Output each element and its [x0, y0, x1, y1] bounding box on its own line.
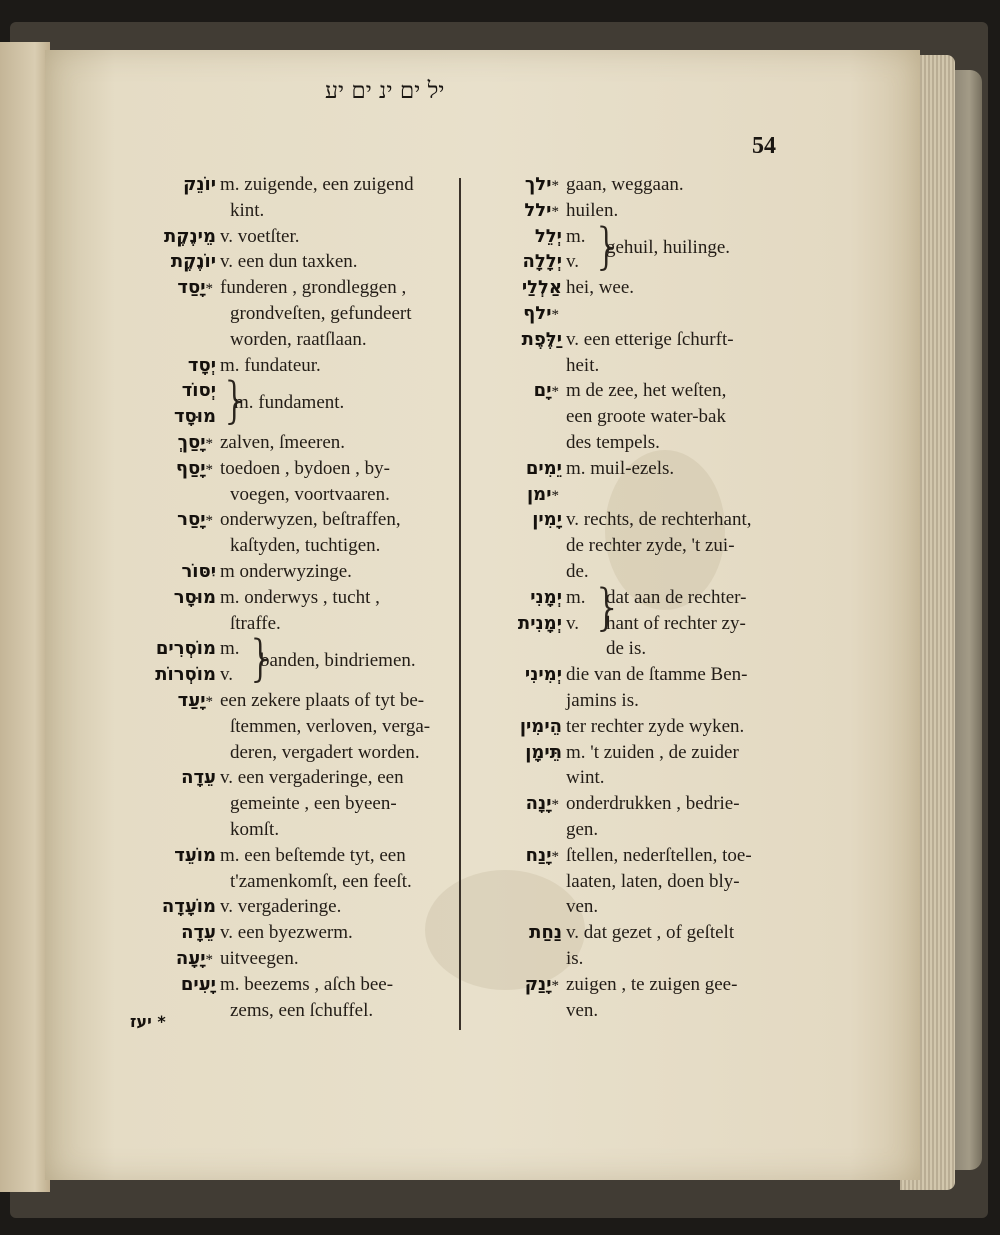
- dictionary-entry: [128, 507, 450, 559]
- dictionary-entry: [128, 843, 450, 895]
- dictionary-entry: [128, 275, 450, 352]
- headword-text: עֵדָה: [181, 767, 216, 789]
- entry-gloss: voegen, voortvaaren.: [230, 483, 390, 505]
- entry-line: [128, 198, 450, 224]
- entry-line: [498, 920, 780, 946]
- entry-gloss: gehuil, huilinge.: [606, 237, 731, 259]
- dictionary-entry: [498, 456, 780, 482]
- headword-text: יָעָה: [175, 947, 206, 969]
- entry-line: [128, 817, 450, 843]
- entry-line: [128, 533, 450, 559]
- entry-gloss: ven.: [566, 999, 599, 1021]
- entry-line: [498, 843, 780, 869]
- hebrew-headword: [498, 843, 562, 871]
- dictionary-entry: [498, 507, 780, 584]
- entry-line: [498, 378, 780, 404]
- entry-line: [498, 404, 780, 430]
- headword-text: יָעִים: [180, 973, 216, 995]
- gender-mark: v.: [566, 251, 580, 273]
- bracketed-entry: [128, 371, 450, 430]
- entry-gloss: banden, bindriemen.: [260, 650, 416, 672]
- dictionary-entry: [498, 843, 780, 920]
- dictionary-entry: [128, 249, 450, 275]
- entry-gloss: uitveegen.: [220, 947, 299, 969]
- entry-gloss: die van de ſtamme Ben-: [566, 664, 748, 686]
- hebrew-headword: יְסוֹד: [181, 380, 216, 402]
- hebrew-headword: [128, 224, 216, 250]
- entry-line: [128, 275, 450, 301]
- entry-line: [498, 765, 780, 791]
- headword-text: יַלֶּפֶת: [521, 328, 562, 350]
- hebrew-headword: [128, 559, 216, 585]
- gender-mark: m.: [566, 586, 586, 608]
- dictionary-entry: [128, 172, 450, 224]
- headword-text: הֵימִין: [519, 715, 562, 737]
- asterisk-mark: *: [205, 281, 213, 298]
- gender-mark: m.: [566, 225, 586, 247]
- entry-gloss: wint.: [566, 767, 605, 789]
- headword-text: ימן: [526, 483, 552, 505]
- entry-gloss: jamins is.: [566, 689, 639, 711]
- headword-text: מוּסָר: [173, 586, 216, 608]
- entry-line: [128, 172, 450, 198]
- entry-gloss: v. vergaderinge.: [220, 896, 342, 918]
- headword-text: יָנַח: [525, 844, 552, 866]
- entry-line: [498, 172, 780, 198]
- entry-gloss: funderen , grondleggen ,: [220, 277, 407, 299]
- asterisk-mark: *: [551, 848, 559, 865]
- entry-gloss: is.: [566, 947, 584, 969]
- entry-gloss: m. muil-ezels.: [566, 457, 675, 479]
- hebrew-headword: יְלֵל: [534, 225, 562, 247]
- hebrew-headword: [128, 946, 216, 974]
- entry-gloss: toedoen , bydoen , by-: [220, 457, 390, 479]
- entry-gloss: ſtellen, nederſtellen, toe-: [566, 844, 752, 866]
- headword-text: יְמִינִי: [524, 664, 562, 686]
- entry-gloss: m onderwyzinge.: [220, 560, 352, 582]
- gloss-line: dat aan de rechter-: [606, 586, 747, 608]
- gender-mark: m.: [220, 638, 240, 660]
- dictionary-entry: [498, 301, 780, 327]
- hebrew-headword: [498, 301, 562, 329]
- entry-line: [128, 482, 450, 508]
- headword-text: יָעַד: [177, 689, 206, 711]
- hebrew-headword: יְלָלָה: [522, 251, 562, 273]
- left-column: [128, 172, 450, 1023]
- entry-gloss: m. onderwys , tucht ,: [220, 586, 380, 608]
- entry-line: [128, 791, 450, 817]
- dictionary-entry: [498, 198, 780, 224]
- dictionary-entry: [498, 972, 780, 1024]
- entry-line: [498, 817, 780, 843]
- asterisk-mark: *: [551, 487, 559, 504]
- entry-gloss: zalven, ſmeeren.: [220, 431, 346, 453]
- asterisk-mark: *: [551, 178, 559, 194]
- entry-line: [498, 482, 780, 508]
- headword-text: עֵדָה: [181, 922, 216, 944]
- headword-text: ילך: [524, 174, 552, 195]
- entry-gloss: kint.: [230, 199, 265, 221]
- entry-line: [498, 353, 780, 379]
- gender-mark: v.: [566, 612, 580, 634]
- entry-gloss: worden, raatſlaan.: [230, 328, 367, 350]
- dictionary-entry: [498, 920, 780, 972]
- dictionary-entry: [128, 371, 450, 430]
- entry-gloss: [606, 585, 746, 637]
- curly-brace: }: [592, 216, 624, 275]
- hebrew-headword: [498, 791, 562, 819]
- entry-gloss: t'zamenkomſt, een feeſt.: [230, 870, 412, 892]
- entry-line: [128, 559, 450, 585]
- dictionary-entry: [128, 972, 450, 1024]
- entry-gloss: ſtraffe.: [230, 612, 281, 634]
- entry-gloss: gemeinte , een byeen-: [230, 793, 397, 815]
- headword-text: יָמִין: [532, 509, 562, 531]
- entry-line: [128, 507, 450, 533]
- entry-line: [128, 585, 450, 611]
- entry-gloss: hei, wee.: [566, 277, 635, 299]
- entry-line: [498, 430, 780, 456]
- hebrew-headword: [128, 353, 216, 379]
- entry-line: [128, 843, 450, 869]
- entry-line: [498, 972, 780, 998]
- catchword: * יעז: [130, 1012, 166, 1031]
- headword-text: יוֹנֵק: [183, 174, 216, 195]
- dictionary-entry: [128, 559, 450, 585]
- dictionary-entry: [498, 791, 780, 843]
- entry-line: [128, 920, 450, 946]
- dictionary-entry: [498, 577, 780, 662]
- right-column: [498, 172, 780, 1023]
- facing-page-edge: [0, 42, 50, 1192]
- entry-gloss: v. een dun taxken.: [220, 251, 358, 273]
- hebrew-headword: [128, 275, 216, 303]
- asterisk-mark: *: [205, 513, 213, 530]
- entry-line: [498, 275, 780, 301]
- dictionary-entry: [128, 946, 450, 972]
- dictionary-entry: [128, 456, 450, 508]
- dictionary-entry: [498, 662, 780, 714]
- headword-text: ילל: [524, 199, 552, 221]
- entry-gloss: m de zee, het weſten,: [566, 380, 727, 402]
- dictionary-entry: [498, 172, 780, 198]
- running-header: יל ים ינ ים יע: [325, 78, 445, 104]
- asterisk-mark: *: [205, 461, 213, 478]
- gloss-line: hant of rechter zy-: [606, 612, 746, 634]
- hebrew-headword: [128, 843, 216, 869]
- entry-line: [498, 559, 780, 585]
- bracketed-entry: [498, 216, 780, 276]
- entry-line: [128, 765, 450, 791]
- asterisk-mark: *: [551, 797, 559, 814]
- dictionary-entry: [498, 275, 780, 301]
- entry-gloss: onderwyzen, beſtraffen,: [220, 509, 401, 531]
- entry-line: [128, 611, 450, 637]
- curly-brace: }: [592, 577, 624, 636]
- entry-line: [498, 894, 780, 920]
- headword-text: ילף: [523, 302, 552, 324]
- entry-line: [498, 946, 780, 972]
- entry-gloss: v. rechts, de rechterhant,: [566, 509, 752, 531]
- entry-line: [128, 224, 450, 250]
- asterisk-mark: *: [205, 693, 213, 710]
- entry-line: [498, 533, 780, 559]
- hebrew-headword: [128, 920, 216, 946]
- entry-gloss: m. fundament.: [234, 392, 345, 414]
- headword-text: יָנַק: [524, 973, 552, 995]
- headword-text: יָסַד: [177, 277, 206, 299]
- entry-gloss: een zekere plaats of tyt be-: [220, 689, 425, 711]
- dictionary-entry: [128, 765, 450, 842]
- entry-gloss: v. een etterige ſchurft-: [566, 328, 734, 350]
- entry-line: [498, 791, 780, 817]
- page-number: 54: [752, 133, 776, 159]
- entry-line: [498, 998, 780, 1024]
- asterisk-mark: *: [551, 203, 559, 220]
- entry-gloss: de rechter zyde, 't zui-: [566, 535, 735, 557]
- entry-line: [128, 998, 450, 1024]
- entry-gloss: kaſtyden, tuchtigen.: [230, 535, 381, 557]
- entry-line: [498, 327, 780, 353]
- entry-line: [128, 430, 450, 456]
- dictionary-entry: [498, 714, 780, 740]
- entry-gloss: laaten, laten, doen bly-: [566, 870, 740, 892]
- hebrew-headword: יְמָנִי: [530, 586, 562, 608]
- entry-gloss: des tempels.: [566, 431, 660, 453]
- headword-text: אַלְלַי: [521, 277, 562, 299]
- entry-line: [498, 688, 780, 714]
- hebrew-headword: [498, 327, 562, 353]
- entry-line: [128, 688, 450, 714]
- headword-text: יָסַר: [177, 509, 206, 531]
- dictionary-entry: [128, 894, 450, 920]
- entry-gloss: gen.: [566, 818, 599, 840]
- entry-gloss: ven.: [566, 896, 599, 918]
- entry-gloss: onderdrukken , bedrie-: [566, 793, 740, 815]
- entry-line: [498, 740, 780, 766]
- curly-brace: }: [246, 629, 278, 688]
- dictionary-entry: [128, 688, 450, 765]
- entry-gloss: huilen.: [566, 199, 619, 221]
- hebrew-headword: [128, 249, 216, 275]
- entry-line: [128, 327, 450, 353]
- entry-gloss: zuigen , te zuigen gee-: [566, 973, 738, 995]
- entry-line: [128, 946, 450, 972]
- dictionary-entry: [128, 920, 450, 946]
- entry-line: [128, 894, 450, 920]
- headword-text: מוֹעָדָה: [161, 896, 216, 918]
- entry-line: [128, 353, 450, 379]
- hebrew-headword: [128, 456, 216, 484]
- hebrew-headword: [128, 172, 216, 198]
- entry-line: [498, 507, 780, 533]
- hebrew-headword: [128, 894, 216, 920]
- hebrew-headword: [128, 585, 216, 611]
- entry-gloss: een groote water-bak: [566, 406, 726, 428]
- column-rule: [459, 178, 461, 1030]
- entry-gloss: m. beezems , aſch bee-: [220, 973, 394, 995]
- dictionary-entry: [128, 353, 450, 379]
- bracketed-entry: [498, 577, 780, 637]
- hebrew-headword: [128, 688, 216, 716]
- entry-line: [128, 714, 450, 740]
- entry-gloss: v. een byezwerm.: [220, 922, 353, 944]
- bracketed-entry: [128, 629, 450, 688]
- hebrew-headword: מוֹסְרוֹת: [155, 664, 216, 686]
- headword-text: יוֹנֶקֶת: [170, 251, 216, 273]
- entry-line: [498, 662, 780, 688]
- entry-gloss: de.: [566, 560, 589, 582]
- hebrew-headword: מוֹסְרִים: [155, 638, 216, 660]
- entry-line: [128, 740, 450, 766]
- dictionary-entry: [498, 740, 780, 792]
- hebrew-headword: [128, 972, 216, 998]
- hebrew-headword: [498, 172, 562, 200]
- hebrew-headword: [498, 482, 562, 510]
- entry-gloss: m. een beſtemde tyt, een: [220, 844, 406, 866]
- entry-line: [498, 456, 780, 482]
- hebrew-headword: [498, 507, 562, 533]
- headword-text: יְסָד: [187, 354, 216, 376]
- headword-text: יָנָה: [525, 793, 552, 815]
- headword-text: יָם: [533, 380, 552, 402]
- hebrew-headword: מוּסָד: [173, 406, 216, 428]
- entry-gloss: m. 't zuiden , de zuider: [566, 741, 739, 763]
- curly-brace: }: [220, 371, 252, 430]
- entry-line: [128, 972, 450, 998]
- entry-gloss: v. dat gezet , of geſtelt: [566, 922, 735, 944]
- entry-gloss: m. fundateur.: [220, 354, 321, 376]
- hebrew-headword: [498, 714, 562, 740]
- entry-gloss: komſt.: [230, 818, 280, 840]
- dictionary-entry: [498, 327, 780, 379]
- entry-gloss: m. zuigende, een zuigend: [220, 174, 414, 195]
- hebrew-headword: [498, 378, 562, 406]
- entry-gloss: grondveſten, gefundeert: [230, 302, 412, 324]
- headword-text: נַחַת: [529, 922, 562, 944]
- hebrew-headword: [498, 740, 562, 766]
- headword-text: מוֹעֵד: [174, 844, 216, 866]
- hebrew-headword: [498, 920, 562, 946]
- hebrew-headword: [498, 275, 562, 301]
- entry-line: [498, 714, 780, 740]
- entry-gloss: v. een vergaderinge, een: [220, 767, 404, 789]
- entry-line: [128, 301, 450, 327]
- dictionary-entry: [128, 224, 450, 250]
- hebrew-headword: יְמָנִית: [517, 612, 562, 634]
- headword-text: יֵמִים: [525, 457, 562, 479]
- entry-gloss: deren, vergadert worden.: [230, 741, 420, 763]
- entry-line: [128, 456, 450, 482]
- dictionary-entry: [128, 585, 450, 637]
- asterisk-mark: *: [205, 435, 213, 452]
- hebrew-headword: [128, 430, 216, 458]
- entry-gloss: zems, een ſchuffel.: [230, 999, 374, 1021]
- headword-text: תֵּימָן: [525, 741, 562, 763]
- entry-line: [128, 869, 450, 895]
- dictionary-entry: [498, 482, 780, 508]
- hebrew-headword: [128, 765, 216, 791]
- asterisk-mark: *: [551, 306, 559, 323]
- hebrew-headword: [498, 456, 562, 482]
- entry-gloss: heit.: [566, 354, 600, 376]
- dictionary-entry: [498, 216, 780, 276]
- headword-text: יִסּוֹר: [181, 560, 216, 582]
- asterisk-mark: *: [551, 384, 559, 401]
- headword-text: יָסַךְ: [177, 431, 206, 453]
- hebrew-headword: [128, 507, 216, 535]
- asterisk-mark: *: [205, 951, 213, 968]
- asterisk-mark: *: [551, 977, 559, 994]
- entry-gloss: gaan, weggaan.: [566, 174, 684, 195]
- entry-line: [498, 301, 780, 327]
- hebrew-headword: [498, 972, 562, 1000]
- dictionary-entry: [128, 430, 450, 456]
- entry-line: [498, 198, 780, 224]
- gender-mark: v.: [220, 664, 234, 686]
- entry-line: [498, 869, 780, 895]
- headword-text: יָסַף: [175, 457, 206, 479]
- entry-gloss: v. voetſter.: [220, 225, 300, 247]
- entry-gloss: ſtemmen, verloven, verga-: [230, 715, 431, 737]
- dictionary-entry: [128, 629, 450, 688]
- gloss-line: de is.: [606, 638, 647, 660]
- dictionary-entry: [498, 378, 780, 455]
- headword-text: מֵינֶקֶת: [163, 225, 216, 247]
- hebrew-headword: [498, 198, 562, 226]
- hebrew-headword: [498, 662, 562, 688]
- entry-line: [128, 249, 450, 275]
- entry-gloss: ter rechter zyde wyken.: [566, 715, 745, 737]
